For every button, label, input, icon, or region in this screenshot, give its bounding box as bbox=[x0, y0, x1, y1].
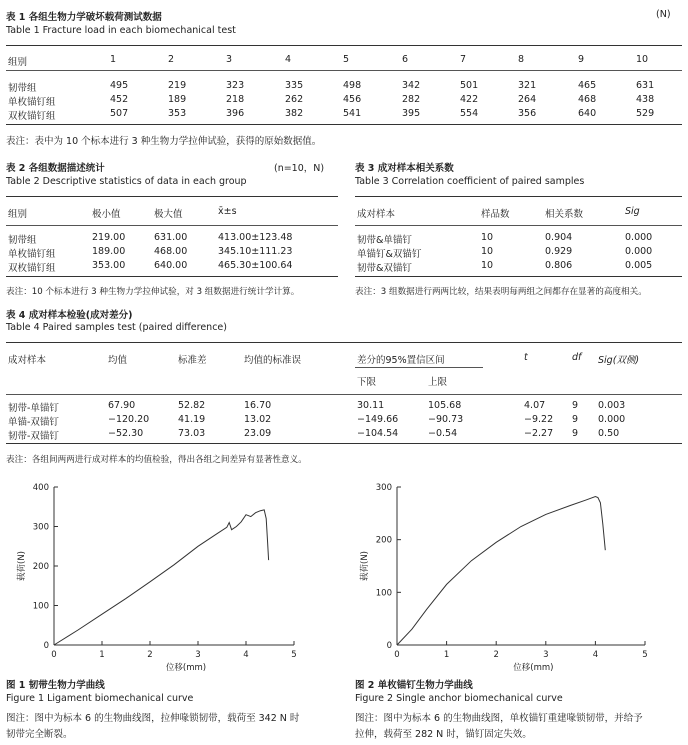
table1-title-en: Table 1 Fracture load in each biomechanical test bbox=[6, 25, 236, 36]
t1-data-cell: 422 bbox=[460, 94, 479, 105]
t4-data-cell: 9 bbox=[572, 428, 579, 439]
table4-title-cn: 表 4 成对样本检验(成对差分) bbox=[6, 310, 133, 321]
x-tick-label: 5 bbox=[642, 650, 648, 660]
x-tick-label: 2 bbox=[493, 650, 499, 660]
load-curve bbox=[397, 497, 605, 646]
y-tick-label: 200 bbox=[32, 562, 49, 572]
t4-data-cell: 9 bbox=[572, 400, 579, 411]
t4-data-cell: −149.66 bbox=[357, 414, 399, 425]
t1-data-cell: 468 bbox=[578, 94, 597, 105]
t2-data-cell: 413.00±123.48 bbox=[218, 232, 293, 243]
t3-data-cell: 韧带&双锚钉 bbox=[357, 263, 412, 274]
t1-data-cell: 264 bbox=[518, 94, 537, 105]
table1-note: 表注：表中为 10 个标本进行 3 种生物力学拉伸试验，获得的原始数据值。 bbox=[6, 136, 322, 147]
t1-data-cell: 541 bbox=[343, 108, 362, 119]
table2-title-cn: 表 2 各组数据描述统计 bbox=[6, 163, 105, 174]
t4-data-cell: 韧带-双锚钉 bbox=[8, 431, 59, 442]
t2-data-cell: 465.30±100.64 bbox=[218, 260, 293, 271]
t1-header-cell: 3 bbox=[226, 54, 233, 65]
table2-title-en: Table 2 Descriptive statistics of data in each group bbox=[6, 176, 247, 187]
t4-data-cell: −90.73 bbox=[428, 414, 464, 425]
t1-data-cell: 395 bbox=[402, 108, 421, 119]
t4-data-cell: 单锚-双锚钉 bbox=[8, 417, 59, 428]
table2-note: 表注：10 个标本进行 3 种生物力学拉伸试验，对 3 组数据进行统计学计算。 bbox=[6, 287, 300, 297]
table2-unit: (n=10，N) bbox=[274, 163, 325, 174]
table3-title-cn: 表 3 成对样本相关系数 bbox=[355, 163, 454, 174]
t3-data-cell: 韧带&单锚钉 bbox=[357, 235, 412, 246]
x-tick-label: 4 bbox=[592, 650, 599, 660]
t2-data-cell: 单枚锚钉组 bbox=[8, 249, 56, 260]
t2-data-cell: 189.00 bbox=[92, 246, 126, 257]
t1-header-cell: 组别 bbox=[8, 57, 28, 68]
t3-header-cell: 样品数 bbox=[481, 209, 510, 220]
t2-data-cell: 双枚锚钉组 bbox=[8, 263, 56, 274]
t1-data-cell: 335 bbox=[285, 80, 304, 91]
t2-header-cell: x̄±s bbox=[218, 206, 237, 217]
t1-data-cell: 219 bbox=[168, 80, 187, 91]
t1-data-cell: 282 bbox=[402, 94, 421, 105]
table4-title-en: Table 4 Paired samples test (paired difference) bbox=[6, 322, 227, 333]
t2-header-cell: 组别 bbox=[8, 209, 28, 220]
t3-data-cell: 单锚钉&双锚钉 bbox=[357, 249, 422, 260]
t4-header-cell: 标准差 bbox=[178, 355, 207, 366]
t1-data-cell: 465 bbox=[578, 80, 597, 91]
t4-data-cell: 105.68 bbox=[428, 400, 462, 411]
t1-header-cell: 2 bbox=[168, 54, 175, 65]
t1-data-cell: 501 bbox=[460, 80, 479, 91]
t4-data-cell: −0.54 bbox=[428, 428, 458, 439]
t1-data-cell: 342 bbox=[402, 80, 421, 91]
t1-header-cell: 4 bbox=[285, 54, 292, 65]
figure1-note-line1: 图注：图中为标本 6 的生物曲线图，拉伸喙锁韧带，载荷至 342 N 时 bbox=[6, 713, 300, 724]
t3-data-cell: 0.005 bbox=[625, 260, 653, 271]
t1-data-cell: 631 bbox=[636, 80, 655, 91]
t1-header-cell: 9 bbox=[578, 54, 585, 65]
y-tick-label: 0 bbox=[386, 641, 392, 651]
t3-data-cell: 10 bbox=[481, 246, 494, 257]
t4-data-cell: 0.000 bbox=[598, 414, 626, 425]
t3-data-cell: 0.000 bbox=[625, 232, 653, 243]
figure2-chart bbox=[345, 475, 685, 675]
t4-data-cell: 0.003 bbox=[598, 400, 626, 411]
figure2-note-line2: 拉伸，载荷至 282 N 时，锚钉固定失效。 bbox=[355, 729, 532, 740]
t4-data-cell: 4.07 bbox=[524, 400, 546, 411]
t1-header-cell: 10 bbox=[636, 54, 649, 65]
figure1-note-line2: 韧带完全断裂。 bbox=[6, 729, 73, 740]
t4-data-cell: −120.20 bbox=[108, 414, 150, 425]
t1-data-cell: 双枚锚钉组 bbox=[8, 111, 56, 122]
t3-data-cell: 10 bbox=[481, 260, 494, 271]
t4-header-cell: 成对样本 bbox=[8, 355, 47, 366]
t1-data-cell: 452 bbox=[110, 94, 129, 105]
t1-header-cell: 7 bbox=[460, 54, 467, 65]
t4-data-cell: 23.09 bbox=[244, 428, 272, 439]
y-tick-label: 400 bbox=[32, 483, 49, 493]
t4-data-cell: 0.50 bbox=[598, 428, 620, 439]
t2-data-cell: 219.00 bbox=[92, 232, 126, 243]
t1-data-cell: 554 bbox=[460, 108, 479, 119]
figure2-caption-cn: 图 2 单枚锚钉生物力学曲线 bbox=[355, 680, 473, 691]
load-curve bbox=[54, 510, 269, 645]
t1-data-cell: 498 bbox=[343, 80, 362, 91]
table1-title-cn: 表 1 各组生物力学破坏载荷测试数据 bbox=[6, 12, 162, 23]
t1-data-cell: 382 bbox=[285, 108, 304, 119]
t4-data-cell: 韧带-单锚钉 bbox=[8, 403, 59, 414]
t3-data-cell: 0.904 bbox=[545, 232, 573, 243]
y-tick-label: 300 bbox=[375, 483, 392, 493]
figure1-chart bbox=[0, 475, 330, 675]
t4-data-cell: 13.02 bbox=[244, 414, 272, 425]
t4-subheader-lower: 下限 bbox=[357, 377, 377, 388]
t3-data-cell: 10 bbox=[481, 232, 494, 243]
y-tick-label: 200 bbox=[375, 535, 392, 546]
table3-title-en: Table 3 Correlation coefficient of paired samples bbox=[355, 176, 585, 187]
t1-data-cell: 529 bbox=[636, 108, 655, 119]
t1-data-cell: 323 bbox=[226, 80, 245, 91]
t1-data-cell: 396 bbox=[226, 108, 245, 119]
t2-header-cell: 极大值 bbox=[154, 209, 183, 220]
t4-data-cell: −9.22 bbox=[524, 414, 554, 425]
t4-data-cell: −104.54 bbox=[357, 428, 399, 439]
t1-data-cell: 353 bbox=[168, 108, 187, 119]
x-tick-label: 0 bbox=[394, 650, 400, 660]
t4-data-cell: 67.90 bbox=[108, 400, 136, 411]
x-tick-label: 5 bbox=[291, 650, 297, 660]
t3-data-cell: 0.929 bbox=[545, 246, 573, 257]
x-tick-label: 1 bbox=[443, 650, 450, 660]
y-tick-label: 0 bbox=[43, 641, 49, 651]
t1-header-cell: 5 bbox=[343, 54, 350, 65]
x-axis-label: 位移(mm) bbox=[513, 663, 554, 673]
t3-header-cell: 相关系数 bbox=[545, 209, 584, 220]
t2-header-cell: 极小值 bbox=[92, 209, 121, 220]
t4-header-cell: t bbox=[524, 352, 528, 363]
t1-header-cell: 1 bbox=[110, 54, 117, 65]
t4-header-cell: df bbox=[572, 352, 582, 363]
t4-data-cell: 73.03 bbox=[178, 428, 206, 439]
t4-header-cell: Sig(双侧) bbox=[598, 355, 640, 366]
y-tick-label: 300 bbox=[32, 522, 49, 533]
x-tick-label: 3 bbox=[195, 650, 201, 660]
x-axis-label: 位移(mm) bbox=[165, 663, 207, 673]
x-tick-label: 2 bbox=[147, 650, 153, 660]
t2-data-cell: 640.00 bbox=[154, 260, 188, 271]
t2-data-cell: 353.00 bbox=[92, 260, 126, 271]
t4-header-cell: 均值的标准误 bbox=[244, 355, 302, 366]
t4-subheader-upper: 上限 bbox=[428, 377, 448, 388]
t4-data-cell: 9 bbox=[572, 414, 579, 425]
figure1-caption-cn: 图 1 韧带生物力学曲线 bbox=[6, 680, 105, 691]
t3-data-cell: 0.000 bbox=[625, 246, 653, 257]
t4-data-cell: −52.30 bbox=[108, 428, 144, 439]
t2-data-cell: 韧带组 bbox=[8, 235, 37, 246]
table4-note: 表注：各组间两两进行成对样本的均值检验，得出各组之间差异有显著性意义。 bbox=[6, 455, 307, 465]
t4-data-cell: 41.19 bbox=[178, 414, 206, 425]
x-tick-label: 1 bbox=[99, 650, 105, 660]
t1-data-cell: 262 bbox=[285, 94, 304, 105]
t2-data-cell: 345.10±111.23 bbox=[218, 246, 293, 257]
t1-header-cell: 8 bbox=[518, 54, 525, 65]
t2-data-cell: 631.00 bbox=[154, 232, 188, 243]
t3-header-cell: Sig bbox=[625, 206, 640, 217]
t4-header-cell: 均值 bbox=[108, 355, 128, 366]
t1-data-cell: 189 bbox=[168, 94, 187, 105]
y-tick-label: 100 bbox=[32, 601, 49, 612]
t1-data-cell: 韧带组 bbox=[8, 83, 37, 94]
x-tick-label: 4 bbox=[243, 650, 249, 660]
t4-data-cell: 52.82 bbox=[178, 400, 206, 411]
y-axis-label: 载荷(N) bbox=[17, 551, 27, 581]
t4-header-cell: 差分的95%置信区间 bbox=[357, 355, 445, 366]
t1-data-cell: 495 bbox=[110, 80, 129, 91]
t1-data-cell: 321 bbox=[518, 80, 537, 91]
t2-data-cell: 468.00 bbox=[154, 246, 188, 257]
x-tick-label: 3 bbox=[543, 650, 549, 660]
t4-data-cell: 30.11 bbox=[357, 400, 385, 411]
figure2-note-line1: 图注：图中为标本 6 的生物曲线图，单枚锚钉重建喙锁韧带，并给予 bbox=[355, 713, 643, 724]
table3-note: 表注：3 组数据进行两两比较，结果表明每两组之间都存在显著的高度相关。 bbox=[355, 287, 647, 297]
t1-data-cell: 218 bbox=[226, 94, 245, 105]
t1-data-cell: 356 bbox=[518, 108, 537, 119]
t3-data-cell: 0.806 bbox=[545, 260, 573, 271]
figure2-caption-en: Figure 2 Single anchor biomechanical curve bbox=[355, 693, 563, 704]
t1-data-cell: 640 bbox=[578, 108, 597, 119]
figure1-caption-en: Figure 1 Ligament biomechanical curve bbox=[6, 693, 194, 704]
t4-data-cell: 16.70 bbox=[244, 400, 272, 411]
t1-data-cell: 438 bbox=[636, 94, 655, 105]
t1-data-cell: 507 bbox=[110, 108, 129, 119]
table1-unit: (N) bbox=[656, 9, 671, 20]
t4-data-cell: −2.27 bbox=[524, 428, 554, 439]
t3-header-cell: 成对样本 bbox=[357, 209, 396, 220]
y-axis-label: 载荷(N) bbox=[360, 551, 370, 581]
t1-header-cell: 6 bbox=[402, 54, 409, 65]
t1-data-cell: 456 bbox=[343, 94, 362, 105]
y-tick-label: 100 bbox=[375, 588, 392, 599]
t1-data-cell: 单枚锚钉组 bbox=[8, 97, 56, 108]
x-tick-label: 0 bbox=[51, 650, 57, 660]
